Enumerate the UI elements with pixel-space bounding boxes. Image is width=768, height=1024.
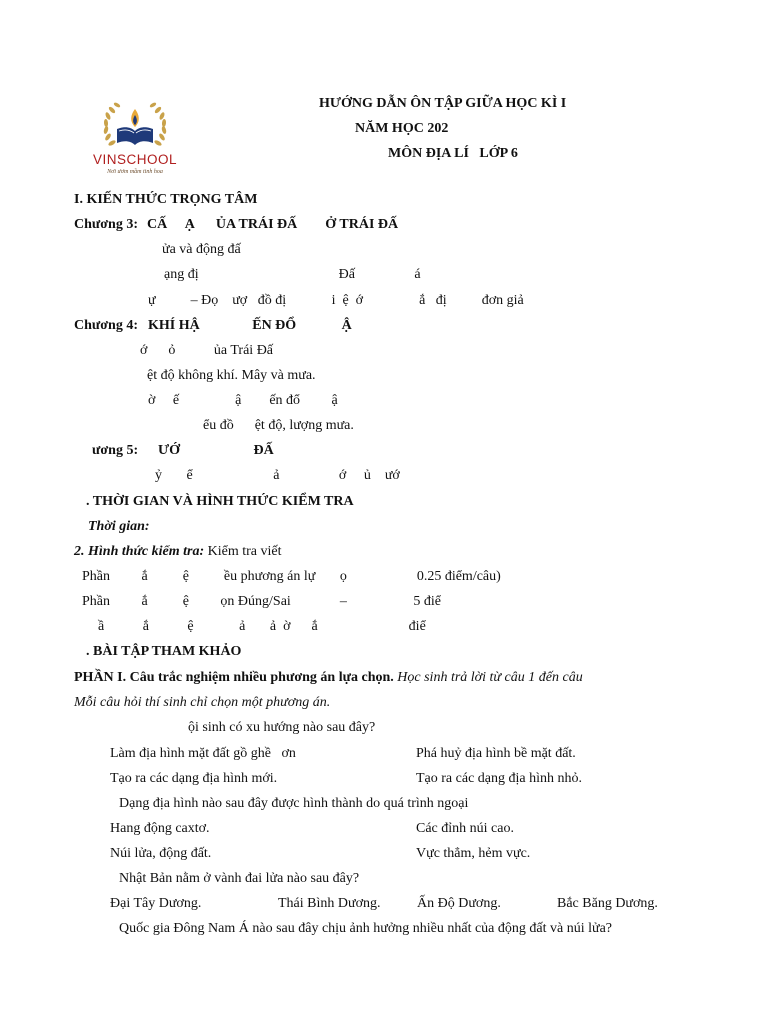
question-1-option-d: Tạo ra các dạng địa hình nhỏ. (416, 771, 582, 786)
question-3-option-c: Ấn Độ Dương. (417, 896, 501, 911)
question-2-stem: Dạng địa hình nào sau đây được hình thành do quá trình ngoại (119, 796, 469, 811)
section-1-heading: I. KIẾN THỨC TRỌNG TÂM (74, 192, 258, 207)
chapter-4-title: KHÍ HẬ ẾN ĐỔ Ậ (148, 318, 352, 333)
exam-part-2: Phần ắ ệ ọn Đúng/Sai – 5 điể (82, 594, 441, 609)
question-1-option-a: Làm địa hình mặt đất gồ ghề ơn (110, 746, 296, 761)
exam-time-label: Thời gian: (88, 519, 150, 534)
question-2-option-b: Các đỉnh núi cao. (416, 821, 514, 836)
chapter-3-item-2: ạng đị Đấ á (164, 267, 421, 282)
question-3-option-b: Thái Bình Dương. (278, 896, 381, 911)
vinschool-logo (85, 97, 185, 177)
part-1-instruction: Học sinh trả lời từ câu 1 đến câu (393, 670, 583, 685)
part-1-label: PHẦN I. Câu trắc nghiệm nhiều phương án lựa chọn. (74, 670, 394, 685)
laurel-book-emblem-icon (85, 97, 185, 153)
chapter-5-item-1: ỷ ể ả ớ ủ ướ (155, 468, 400, 483)
chapter-4-item-2: ệt độ không khí. Mây và mưa. (147, 368, 316, 383)
part-1-instruction-2: Mỗi câu hỏi thí sinh chỉ chọn một phương án. (74, 695, 331, 710)
chapter-3-item-3: ự – Đọ ượ đồ đị i ệ ớ ắ đị đơn giả (148, 293, 524, 308)
chapter-5-title: ƯỚ ĐẤ (158, 443, 274, 458)
question-2-option-d: Vực thẳm, hẻm vực. (416, 846, 531, 861)
exam-format-label: 2. Hình thức kiểm tra: (74, 544, 205, 559)
school-year: NĂM HỌC 202 (355, 121, 449, 136)
section-2-heading: . THỜI GIAN VÀ HÌNH THỨC KIỂM TRA (86, 494, 354, 509)
logo-brand-text: VINSCHOOL (92, 152, 178, 167)
question-1-option-c: Tạo ra các dạng địa hình mới. (110, 771, 278, 786)
chapter-4-item-3: ờ ế ậ ến đổ ậ (148, 393, 338, 408)
chapter-3-title: CẤ Ạ ỦA TRÁI ĐẤ Ở TRÁI ĐẤ (147, 217, 399, 232)
part-1-intro (74, 669, 583, 687)
question-3-option-a: Đại Tây Dương. (110, 896, 202, 911)
exam-part-3: ầ ắ ệ ả ả ờ ắ điể (98, 619, 426, 634)
exam-format-value: Kiểm tra viết (204, 544, 282, 559)
chapter-4-item-1: ớ ỏ ủa Trái Đấ (140, 343, 274, 358)
chapter-3-item-1: ửa và động đấ (162, 242, 241, 257)
question-3-option-d: Bắc Băng Dương. (557, 896, 658, 911)
exam-part-1: Phần ắ ệ ều phương án lự ọ 0.25 điểm/câu) (82, 569, 501, 584)
question-2-option-c: Núi lửa, động đất. (110, 846, 212, 861)
question-4-stem: Quốc gia Đông Nam Á nào sau đây chịu ảnh hưởng nhiều nhất của động đất và núi lửa? (119, 921, 613, 936)
question-1-stem: ội sinh có xu hướng nào sau đây? (188, 720, 376, 735)
chapter-5-label: ương 5: (92, 443, 139, 458)
question-3-stem: Nhật Bản nằm ở vành đai lửa nào sau đây? (119, 871, 360, 886)
question-1-option-b: Phá huỷ địa hình bề mặt đất. (416, 746, 576, 761)
logo-tagline: Nơi ươm mầm tinh hoa (107, 169, 163, 175)
chapter-4-label: Chương 4: (74, 318, 138, 333)
chapter-3-label: Chương 3: (74, 217, 138, 232)
section-3-heading: . BÀI TẬP THAM KHẢO (86, 644, 242, 659)
doc-title: HƯỚNG DẪN ÔN TẬP GIỮA HỌC KÌ I (319, 96, 567, 111)
subject-line: MÔN ĐỊA LÍ LỚP 6 (388, 146, 518, 161)
chapter-4-item-4: ểu đồ ệt độ, lượng mưa. (203, 418, 354, 433)
exam-format-line (74, 543, 282, 561)
question-2-option-a: Hang động caxtơ. (110, 821, 210, 836)
